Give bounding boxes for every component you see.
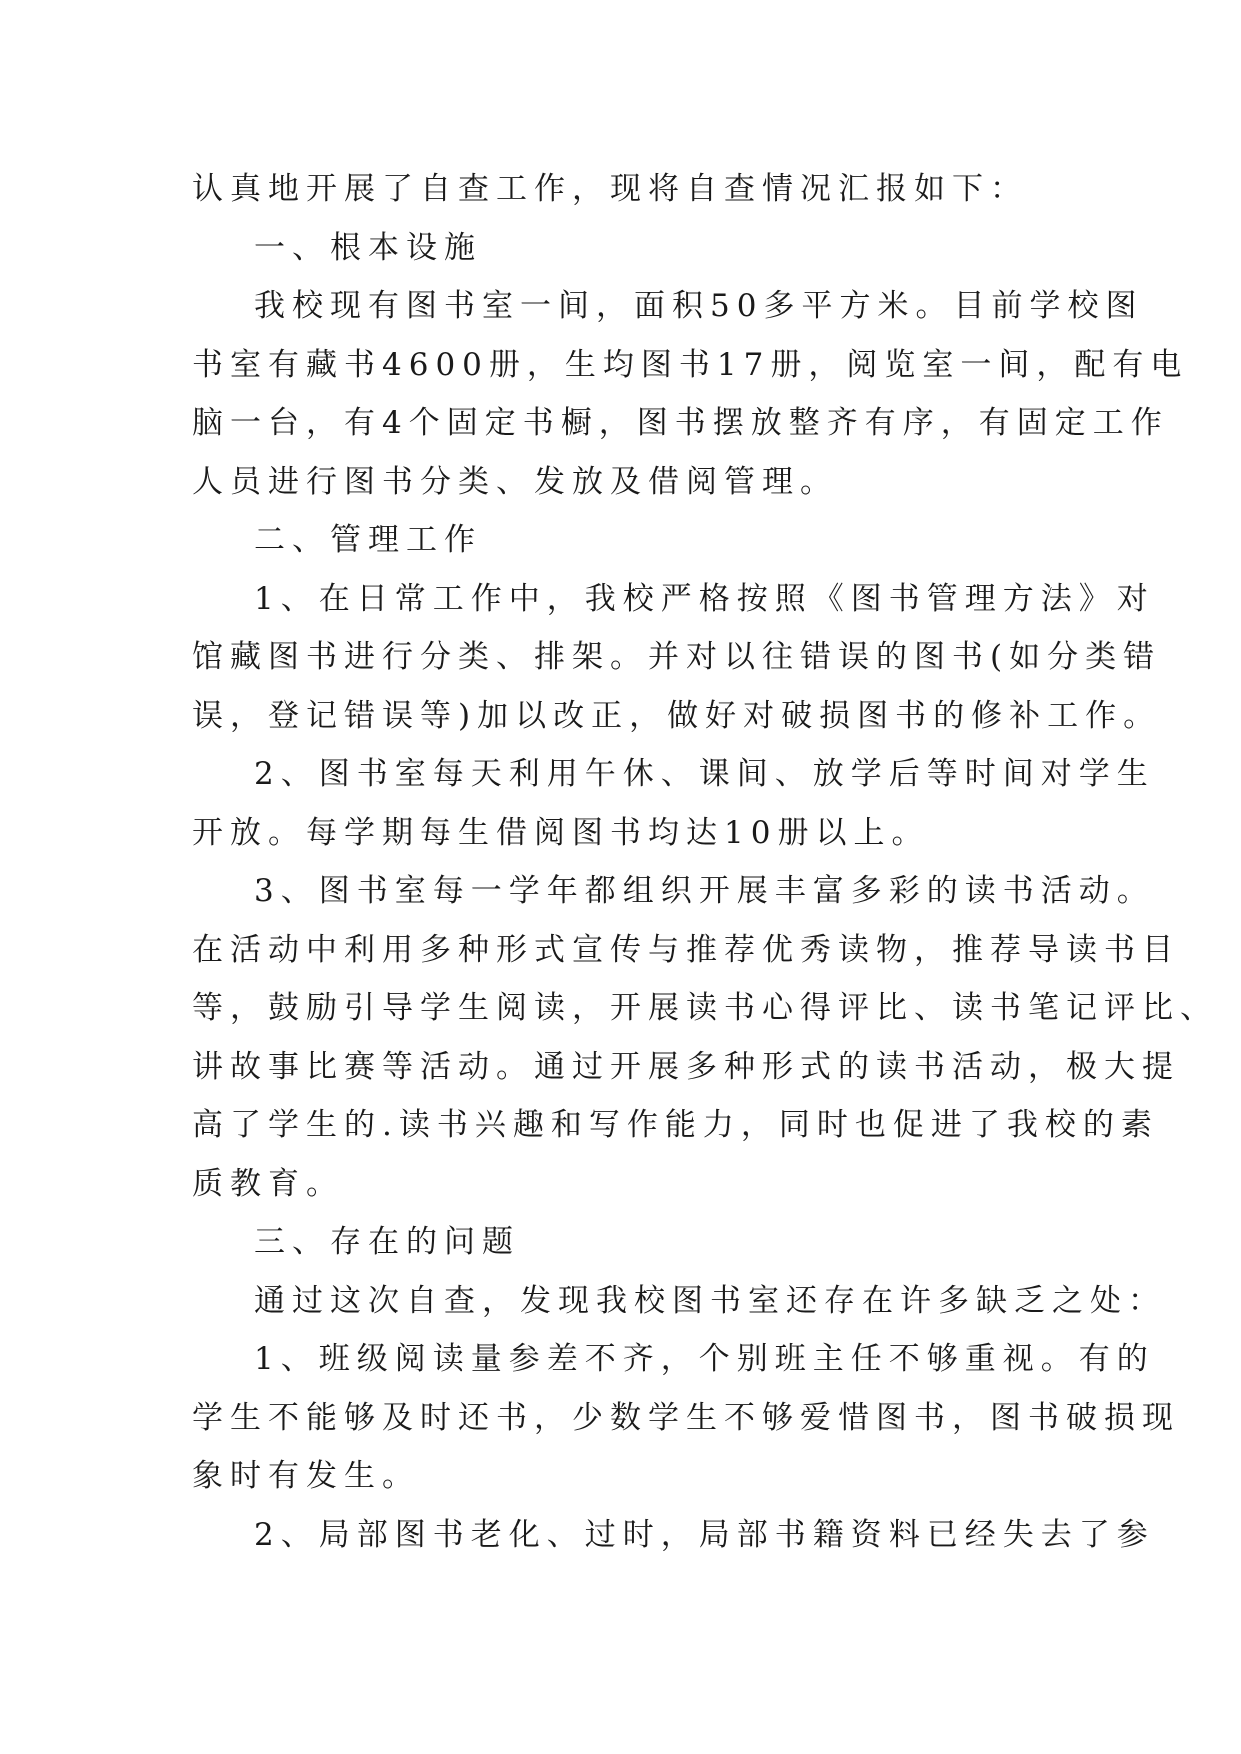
text-line: 开放。每学期每生借阅图书均达10册以上。 <box>192 814 930 851</box>
text-line: 人员进行图书分类、发放及借阅管理。 <box>192 463 838 500</box>
text-line: 象时有发生。 <box>192 1458 420 1494</box>
text-line: 学生不能够及时还书，少数学生不够爱惜图书，图书破损现 <box>192 1399 1180 1436</box>
text-line: 1、班级阅读量参差不齐，个别班主任不够重视。有的 <box>254 1341 1155 1377</box>
text-line: 质教育。 <box>192 1165 344 1202</box>
text-line: 误，登记错误等)加以改正，做好对破损图书的修补工作。 <box>192 697 1162 734</box>
text-line: 书室有藏书4600册，生均图书17册，阅览室一间，配有电 <box>192 346 1189 383</box>
text-line: 等，鼓励引导学生阅读，开展读书心得评比、读书笔记评比、 <box>192 990 1218 1026</box>
text-line: 通过这次自查，发现我校图书室还存在许多缺乏之处： <box>254 1282 1166 1319</box>
text-line: 在活动中利用多种形式宣传与推荐优秀读物，推荐导读书目 <box>192 931 1180 968</box>
text-line: 馆藏图书进行分类、排架。并对以往错误的图书(如分类错 <box>192 639 1162 675</box>
text-line: 3、图书室每一学年都组织开展丰富多彩的读书活动。 <box>254 873 1155 909</box>
section-heading-infrastructure: 一、根本设施 <box>254 229 482 266</box>
text-line: 2、图书室每天利用午休、课间、放学后等时间对学生 <box>254 756 1155 792</box>
text-line: 讲故事比赛等活动。通过开展多种形式的读书活动，极大提 <box>192 1048 1180 1085</box>
section-heading-problems: 三、存在的问题 <box>254 1224 520 1260</box>
text-line: 认真地开展了自查工作，现将自查情况汇报如下： <box>192 171 1028 207</box>
text-line: 2、局部图书老化、过时，局部书籍资料已经失去了参 <box>254 1516 1155 1553</box>
text-line: 1、在日常工作中，我校严格按照《图书管理方法》对 <box>254 580 1155 617</box>
text-line: 我校现有图书室一间，面积50多平方米。目前学校图 <box>254 288 1144 324</box>
text-line: 高了学生的.读书兴趣和写作能力，同时也促进了我校的素 <box>192 1107 1159 1143</box>
section-heading-management: 二、管理工作 <box>254 522 482 558</box>
text-line: 脑一台，有4个固定书橱，图书摆放整齐有序，有固定工作 <box>192 405 1169 441</box>
document-body <box>192 160 1218 1564</box>
